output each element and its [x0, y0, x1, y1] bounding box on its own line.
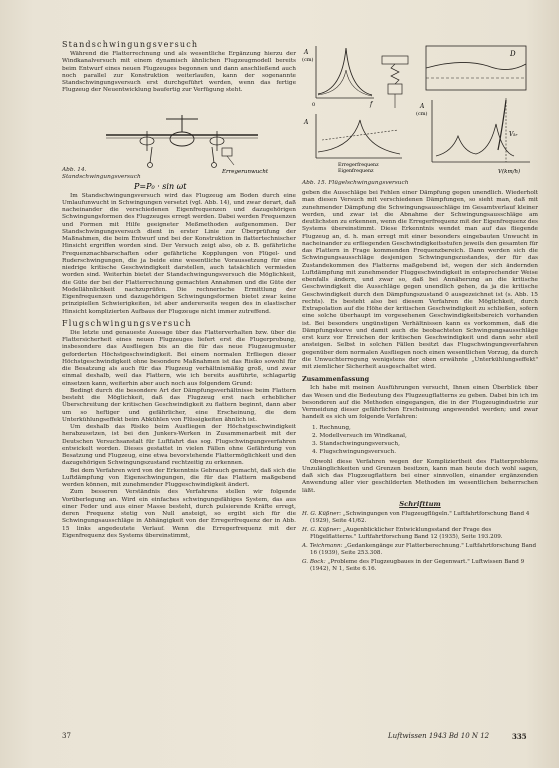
axis-f-label: f: [370, 101, 373, 108]
reference-item: H. G. Küßner: „Augenblicklicher Entwicklungsstand der Frage des Flügelflatterns." Luftfahrtforschung Band 12 (1935), Seite 193.209.: [302, 526, 503, 540]
origin-label: 0: [312, 102, 316, 108]
paragraph: Bedingt durch die besondere Art der Dämpfungsverhältnisse beim Flattern besteht die Möglichkeit, daß das Flugzeug erst nach erheblicher Überschreitung der kritischen Geschwindigkeit zu flattern beginnt, dann aber um so heftiger und gefährlicher, eine Erscheinung, die dem Unterkühlungseffekt beim Abkühlen von Flüssigkeiten ähnlich ist.: [62, 387, 296, 423]
figure-14-caption: Abb. 14. Standschwingungsversuch: [62, 166, 141, 180]
page-number-left: 37: [62, 732, 71, 740]
section-heading-flug: Flugschwingungsversuch: [62, 318, 192, 328]
critical-speed-label: Vₖᵣ: [509, 131, 518, 138]
list-item: 1. Rechnung,: [312, 424, 351, 431]
journal-reference: Luftwissen 1943 Bd 10 N 12: [388, 732, 490, 740]
axis-a-label: A: [304, 49, 309, 56]
reference-item: A. Teichmann: „Gedankengänge zur Flatterberechnung." Luftfahrtforschung Band 16 (1939), Seite 253.308.: [302, 542, 537, 556]
paragraph: geben die Ausschläge bei Fehlen einer Dämpfung gegen unendlich. Wiederholt man diesen Versuch mit verschiedenen Dämpfungen, so sieht man, daß mit zunehmender Dämpfung die Schwingungsausschläge im Gesamtverlauf kleiner werden, und zwar ist die Abnahme der Schwingungsausschläge am deutlichsten zu erkennen, wenn die Erregerfrequenz mit der Eigenfrequenz des Systems übereinstimmt. Diese Erkenntnis wendet man auf das fliegende Flugzeug an, d. h. man erregt mit einer besonders eingebauten Unwucht in nacheinander zu erfliegenden Geschwindigkeitsstufen jeweils den gesamten für das Flattern in Frage kommenden Frequenzbereich. Dann werden sich die Schwingungsausschläge desjenigen Schwingungszustandes, der für das Zustandekommen des Flatterns maßgebend ist, wegen der sich ändernden Luftdämpfung mit zunehmender Fluggeschwindigkeit in entsprechender Weise ebenfalls ändern, und zwar so, daß bei Annäherung an die kritische Geschwindigkeit die Ausschläge gegen unendlich gehen, da ja die kritische Geschwindigkeit durch den Dämpfungszustand 0 ausgezeichnet ist (s. Abb. 15 rechts). Es besteht also bei diesem Verfahren die Möglichkeit, durch Extrapolation auf die Höhe der kritischen Geschwindigkeit zu schließen, sofern eine solche überhaupt im vorgesehenen Geschwindigkeitsbereich vorhanden ist. Bei besonders ungünstigen Verhältnissen kann es vorkommen, daß die Dämpfungskurve und damit auch die beobachteten Schwingungsausschläge erst kurz vor Erreichen der kritischen Geschwindigkeit und dann sehr steil ansteigen. Selbst in solchen Fällen besitzt das Flugschwingungsverfahren gegenüber dem normalen Ausfliegen noch einen wesentlichen Vorzug, da durch die Unwuchterregung wenigstens der oben erwähnte „Unterkühlungseffekt" mit ziemlicher Sicherheit ausgeschaltet wird.: [302, 190, 539, 370]
list-item: 3. Standschwingungsversuch,: [312, 440, 400, 447]
figure-15: [302, 40, 538, 190]
force-formula: P=P₀ · sin ωt: [134, 181, 187, 191]
reference-item: H. G. Küßner: „Schwingungen von Flugzeugflügeln." Luftfahrtforschung Band 4 (1929), Seite 41/62.: [302, 510, 530, 524]
legend-excitation: Erregerfrequenz: [338, 163, 379, 168]
paragraph: Während die Flatterrechnung und als wesentliche Ergänzung hierzu der Windkanalversuch mit einem dynamisch ähnlichen Flugzeugmodell bereits beim Entwurf eines neuen Flugzeuges begonnen und dann anschließend auch noch parallel zur Konstruktion weiterlaufen, kann der sogenannte Standschwingungsversuch erst durchgeführt werden, wenn das fertige Flugzeug der Neuentwicklung baufertig zur Verfügung steht.: [62, 51, 296, 94]
paragraph: Zum besseren Verständnis des Verfahrens stellen wir folgende Vorüberlegung an. Wird ein einfaches schwingungsfähiges System, das aus einer Feder und aus einer Masse besteht, durch pulsierende Kräfte erregt, deren Frequenz stetig von Null ansteigt, so ergibt sich für die Schwingungsausschläge in Abhängigkeit von der Erregerfrequenz der in Abb. 15 links angedeutete Verlauf. Wenn die Erregerfrequenz mit der Eigenfrequenz des Systems übereinstimmt,: [62, 489, 296, 539]
figure-15-caption: Abb. 15. Flügelschwingungsversuch: [302, 180, 409, 186]
reference-item: G. Bock: „Probleme des Flugzeugbaues in der Gegenwart." Luftwissen Band 9 (1942), N 1, Seite 6.16.: [302, 558, 525, 572]
left-column: [62, 40, 296, 540]
axis-unit-label: (cm): [416, 111, 428, 117]
paragraph: Um deshalb das Risiko beim Ausfliegen der Höchstgeschwindigkeit herabzusetzen, ist bei den Junkers-Werken in Zusammenarbeit mit der Deutschen Versuchsanstalt für Luftfahrt das sog. Flugschwingungsverfahren entwickelt worden. Dieses gestattet in vielen Fällen ohne Gefährdung von Besatzung und Flugzeug, eine etwa bevorstehende Flattermöglichkeit und den dazugehörigen Schwingungszustand rechtzeitig zu erkennen.: [62, 424, 296, 467]
damping-label: D: [510, 50, 516, 58]
paragraph: Ich habe mit meinen Ausführungen versucht, Ihnen einen Überblick über das Wesen und die Bedeutung des Flugzeugflatterns zu geben. Dabei bin ich im besonderen auf die Methoden eingegangen, die in der Flugzeugindustrie zur Vermeidung dieser gefährlichen Erscheinung angewendet werden; und zwar handelt es sich um folgende Verfahren:: [302, 385, 538, 421]
axis-a-label: A: [304, 119, 309, 126]
legend-natural: Eigenfrequenz: [338, 169, 374, 174]
axis-unit-label: (cm): [302, 57, 314, 63]
wing-vibration-diagram: [302, 40, 538, 182]
paragraph: Im Standschwingungsversuch wird das Flugzeug am Boden durch eine Umlaufunwucht in Schwingungen versetzt (vgl. Abb. 14), und zwar derart, daß nacheinander die verschiedenen Eigenfrequenzen und dazugehörigen Schwingungsformen des Flugzeuges erregt werden. Dabei werden Frequenzen und Formen mit Hilfe geeigneter Meßmethoden aufgenommen. Der Standschwingungsversuch dient in erster Linie zur Überprüfung der Maßnahmen, die beim Entwurf und bei der Konstruktion in flattertechnischer Hinsicht ergriffen worden sind. Der Versuch zeigt also, ob z. B. gefährliche Frequenznachbarschaften oder gefährliche Kopplungen von Flügel- und Ruderschwingungen, die ja beide eine wesentliche Voraussetzung für eine niedrige kritische Geschwindigkeit darstellen, auch tatsächlich vermieden worden sind. Weiterhin bietet der Standschwingungsversuch die Möglichkeit, die Güte der bei der Flatterrechnung gemachten Annahmen und die Güte der Modellähnlichkeit nachzuprüfen. Die rechnerische Ermittlung der Eigenfrequenzen und dazugehörigen Schwingungsformen bietet zwar keine prinzipiellen Schwierigkeiten, ist aber andererseits wegen des in elastischer Hinsicht komplizierten Aufbaus der Flugzeuge nicht immer zutreffend.: [62, 192, 296, 315]
right-column: [302, 40, 538, 575]
method-list: [312, 424, 538, 456]
list-item: 2. Modellversuch im Windkanal,: [312, 432, 407, 439]
figure-14: [62, 95, 296, 193]
axis-a-label: A: [420, 103, 425, 110]
paragraph: Die letzte und genaueste Aussage über das Flatterverhalten bzw. über die Flattersicherheit eines neuen Flugzeuges liefert erst die Flugerprobung, insbesondere das Ausfliegen bis an die für das neue Flugzeugmuster geforderten Höchstgeschwindigkeit. Bei einem normalen Erfliegen dieser Höchstgeschwindigkeit ohne besondere Maßnahmen ist das Risiko sowohl für die Besatzung als auch für das Flugzeug verhältnismäßig groß, und zwar einmal deshalb, weil das Flattern, wie ich bereits ausführte, schlagartig einsetzen kann, weiterhin aber auch noch aus folgendem Grund:: [62, 329, 296, 387]
paragraph: Bei dem Verfahren wird von der Erkenntnis Gebrauch gemacht, daß sich die Luftdämpfung von Eigenschwingungen, die für das Flattern maßgebend werden können, mit zunehmender Fluggeschwindigkeit ändert.: [62, 467, 296, 488]
summary-heading: Zusammenfassung: [302, 375, 370, 384]
exciter-label: Erregerunwucht: [222, 168, 269, 175]
page-number-right: 335: [512, 732, 527, 741]
section-heading-stand: Standschwingungsversuch: [62, 40, 199, 49]
list-item: 4. Flugschwingungsversuch.: [312, 448, 397, 455]
paragraph: Obwohl diese Verfahren wegen der Kompliziertheit des Flatterproblems Unzulänglichkeiten und Grenzen besitzen, kann man heute doch wohl sagen, daß sich das Flugzeugflattern bei einer sinnvollen, einander ergänzenden Anwendung aller vier geschilderten Methoden im wesentlichen beherrschen läßt.: [302, 458, 538, 494]
references-heading: Schrifttum: [399, 499, 441, 508]
axis-v-label: V(km/h): [498, 169, 521, 175]
